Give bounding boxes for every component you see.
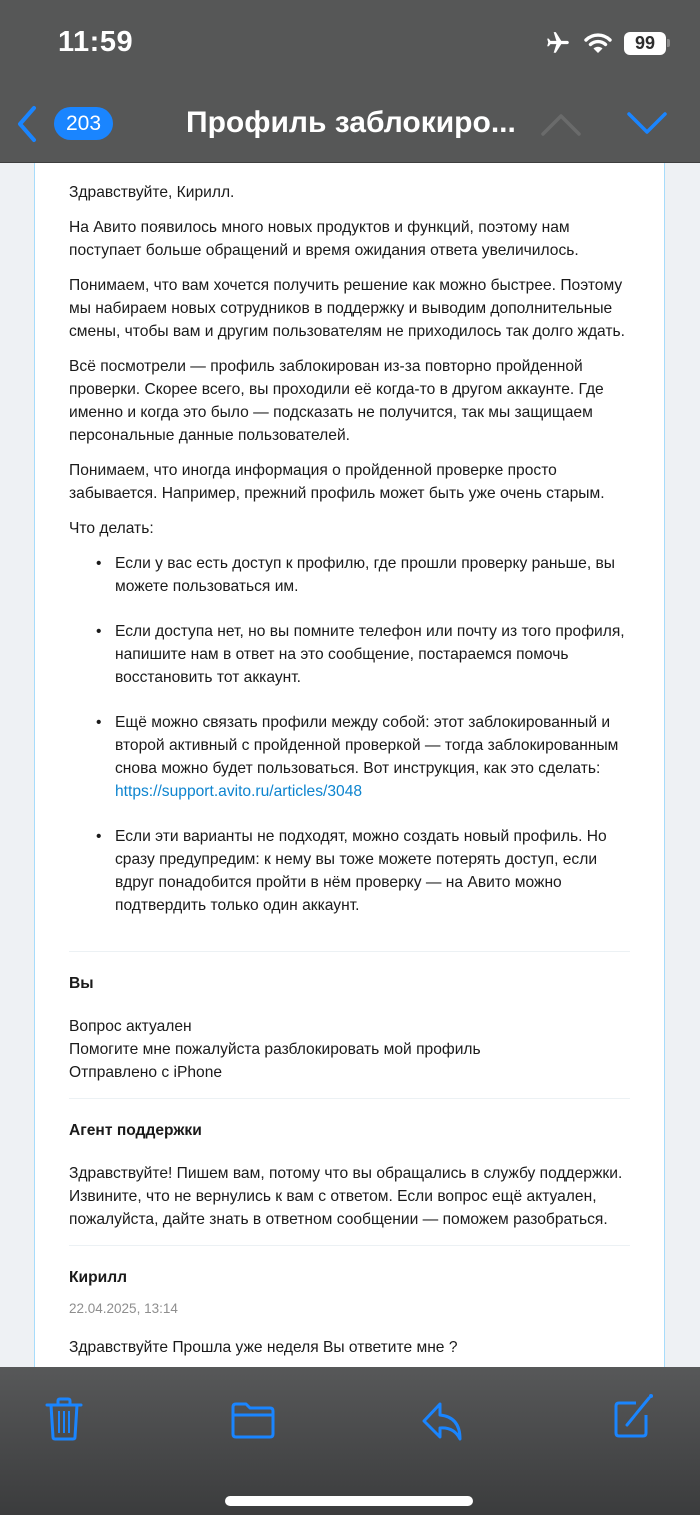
thread-sender: Кирилл [69, 1269, 128, 1286]
compose-icon [612, 1393, 656, 1439]
message-line: Помогите мне пожалуйста разблокировать мой профиль [69, 1041, 481, 1058]
what-to-do-label: Что делать: [69, 520, 154, 537]
reply-button[interactable] [420, 1401, 466, 1446]
next-message-button[interactable] [626, 110, 668, 141]
list-item-text: Если доступа нет, но вы помните телефон или почту из того профиля, напишите нам в ответ на это сообщение, постараемся помочь восстановить тот аккаунт. [115, 623, 625, 686]
compose-button[interactable] [612, 1393, 656, 1444]
list-item [69, 711, 630, 803]
message-title: Профиль заблокиро... [186, 106, 516, 139]
previous-message-button [540, 112, 582, 143]
folder-icon [230, 1401, 276, 1439]
options-list [69, 552, 630, 917]
thread-sender: Вы [69, 975, 94, 992]
message-line: Отправлено с iPhone [69, 1064, 223, 1081]
message-line: Здравствуйте! Пишем вам, потому что вы обращались в службу поддержки. Извините, что не вернулись к вам с ответом. Если вопрос ещё актуален, пожалуйста, дайте знать в ответном сообщении — поможем разобраться. [69, 1165, 623, 1228]
bottom-toolbar [0, 1367, 700, 1515]
thread-message [69, 1336, 630, 1359]
message-content [35, 163, 664, 1359]
message-line: Здравствуйте Прошла уже неделя Вы ответите мне ? [69, 1339, 458, 1356]
thread-message [69, 1162, 630, 1231]
home-indicator[interactable] [225, 1496, 473, 1506]
paragraph: Всё посмотрели — профиль заблокирован из-за повторно пройденной проверки. Скорее всего, вы проходили её когда-то в другом аккаунте. Где именно и когда это было — подсказать не получится, так мы защищаем персональные данные пользователей. [69, 358, 604, 444]
status-icons [544, 30, 670, 56]
list-item-text: Если эти варианты не подходят, можно создать новый профиль. Но сразу предупредим: к нему вы тоже можете потерять доступ, если вдруг понадобится пройти в нём проверку — на Авито можно подтвердить только один аккаунт. [115, 828, 607, 914]
divider [69, 1245, 630, 1246]
battery-icon [624, 32, 670, 55]
trash-icon [44, 1397, 84, 1441]
top-bar [0, 0, 700, 163]
delete-button[interactable] [44, 1397, 84, 1446]
reply-icon [420, 1401, 466, 1441]
message-body[interactable] [34, 163, 665, 1368]
list-item [69, 825, 630, 917]
thread-message [69, 1015, 630, 1084]
message-line: Вопрос актуален [69, 1018, 192, 1035]
paragraph: Понимаем, что иногда информация о пройденной проверке просто забывается. Например, прежний профиль может быть уже очень старым. [69, 462, 605, 502]
list-item-text: Ещё можно связать профили между собой: этот заблокированный и второй активный с пройденной проверкой — тогда заблокированным снова можно будет пользоваться. Вот инструкция, как это сделать: [115, 714, 619, 777]
chevron-left-icon [14, 104, 40, 144]
list-item [69, 620, 630, 689]
greeting: Здравствуйте, Кирилл. [69, 184, 235, 201]
chevron-down-icon [626, 110, 668, 136]
battery-cap [667, 39, 670, 47]
list-item-text: Если у вас есть доступ к профилю, где прошли проверку раньше, вы можете пользоваться им. [115, 555, 615, 595]
chevron-up-icon [540, 112, 582, 138]
list-item [69, 552, 630, 598]
divider [69, 951, 630, 952]
status-time: 11:59 [58, 26, 134, 58]
paragraph: Понимаем, что вам хочется получить решение как можно быстрее. Поэтому мы набираем новых сотрудников в поддержку и выводим дополнительные смены, чтобы вам и другим пользователям не приходилось так долго ждать. [69, 277, 625, 340]
paragraph: На Авито появилось много новых продуктов и функций, поэтому нам поступает больше обращений и время ожидания ответа увеличилось. [69, 219, 579, 259]
unread-count-badge[interactable]: 203 [54, 107, 113, 140]
thread-sender: Агент поддержки [69, 1122, 202, 1139]
airplane-icon [544, 30, 572, 56]
wifi-icon [584, 32, 612, 54]
support-article-link[interactable]: https://support.avito.ru/articles/3048 [115, 783, 363, 800]
move-to-folder-button[interactable] [230, 1401, 276, 1444]
divider [69, 1098, 630, 1099]
back-button[interactable] [14, 104, 40, 149]
message-timestamp: 22.04.2025, 13:14 [69, 1301, 178, 1316]
battery-level: 99 [624, 32, 666, 55]
